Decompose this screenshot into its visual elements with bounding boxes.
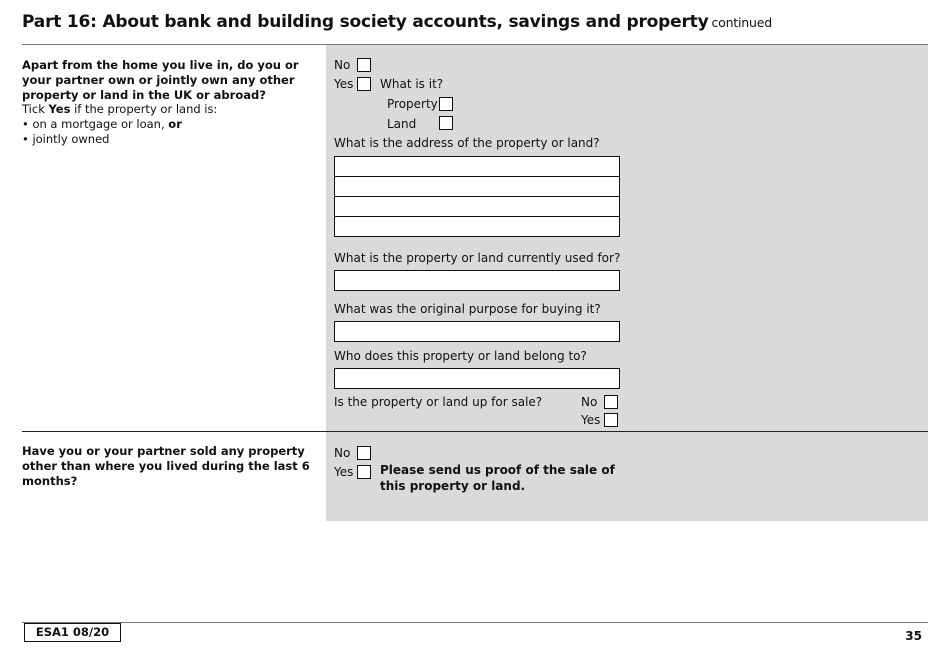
property-type-label: Property xyxy=(387,97,438,111)
land-type-checkbox[interactable] xyxy=(439,116,453,130)
page-title: Part 16: About bank and building society accounts, savings and property continued xyxy=(22,12,772,32)
address-line-2-input[interactable] xyxy=(334,176,620,197)
address-line-1-input[interactable] xyxy=(334,156,620,177)
address-label: What is the address of the property or land? xyxy=(334,136,600,150)
belong-label: Who does this property or land belong to? xyxy=(334,349,587,363)
own-property-no-label: No xyxy=(334,58,351,72)
purpose-label: What was the original purpose for buying it? xyxy=(334,302,601,316)
for-sale-yes-label: Yes xyxy=(581,413,601,427)
address-line-4-input[interactable] xyxy=(334,216,620,237)
for-sale-label: Is the property or land up for sale? xyxy=(334,395,543,409)
for-sale-no-checkbox[interactable] xyxy=(604,395,618,409)
question-other-property xyxy=(22,58,312,147)
bullet-jointly-owned: • jointly owned xyxy=(22,131,110,146)
footer-divider xyxy=(22,622,928,623)
property-type-checkbox[interactable] xyxy=(439,97,453,111)
used-for-label: What is the property or land currently used for? xyxy=(334,251,621,265)
land-type-label: Land xyxy=(387,117,417,131)
tick-instruction: Tick Yes if the property or land is: xyxy=(22,102,218,117)
question-sold-property xyxy=(22,444,312,488)
for-sale-yes-checkbox[interactable] xyxy=(604,413,618,427)
for-sale-no-label: No xyxy=(581,395,598,409)
proof-of-sale-note: Please send us proof of the sale of this property or land. xyxy=(380,463,615,493)
sold-yes-checkbox[interactable] xyxy=(357,465,371,479)
question-text: Have you or your partner sold any property other than where you lived during the last 6 months? xyxy=(22,444,310,488)
continued-label: continued xyxy=(711,15,772,30)
sold-no-checkbox[interactable] xyxy=(357,446,371,460)
page-number: 35 xyxy=(905,629,922,643)
belong-input[interactable] xyxy=(334,368,620,389)
what-is-it-label: What is it? xyxy=(380,77,444,91)
purpose-input[interactable] xyxy=(334,321,620,342)
bullet-mortgage: • on a mortgage or loan, or xyxy=(22,117,182,132)
used-for-input[interactable] xyxy=(334,270,620,291)
own-property-no-checkbox[interactable] xyxy=(357,58,371,72)
form-code: ESA1 08/20 xyxy=(24,623,121,642)
question-text: Apart from the home you live in, do you or your partner own or jointly own any other property or land in the UK or abroad? xyxy=(22,58,299,102)
sold-yes-label: Yes xyxy=(334,465,354,479)
own-property-yes-checkbox[interactable] xyxy=(357,77,371,91)
section-divider xyxy=(22,431,928,432)
own-property-yes-label: Yes xyxy=(334,77,354,91)
sold-no-label: No xyxy=(334,446,351,460)
address-line-3-input[interactable] xyxy=(334,196,620,217)
